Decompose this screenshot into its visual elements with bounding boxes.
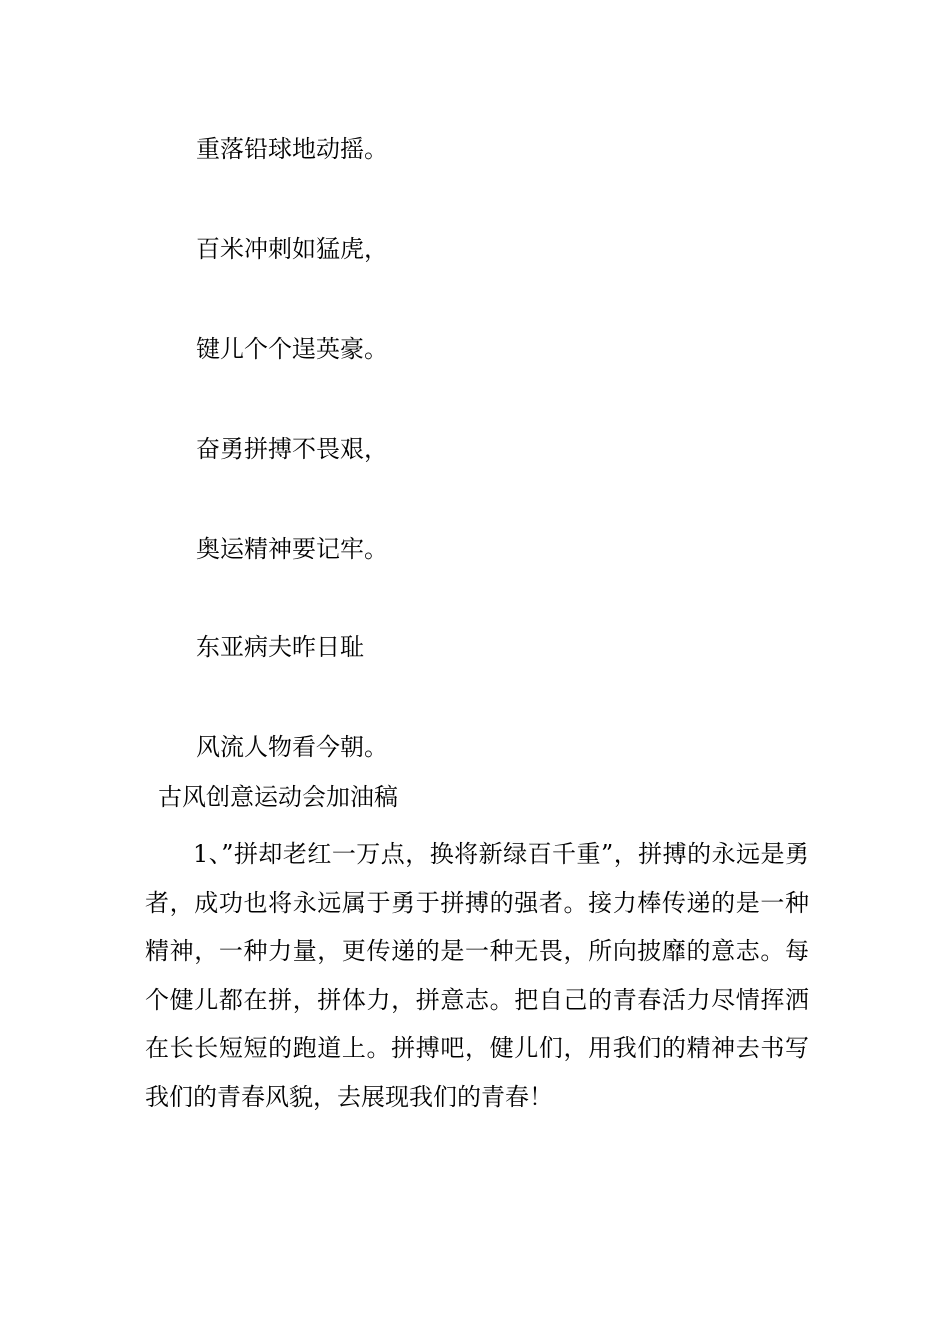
poem-line: 重落铅球地动摇。 (196, 135, 388, 163)
poem-line: 奥运精神要记牢。 (196, 535, 388, 563)
poem-line: 百米冲刺如猛虎， (196, 235, 388, 263)
poem-line: 风流人物看今朝。 (196, 733, 388, 761)
section-title: 古风创意运动会加油稿 (158, 783, 398, 811)
poem-line: 奋勇拼搏不畏艰， (196, 435, 388, 463)
poem-line: 键儿个个逞英豪。 (196, 335, 388, 363)
poem-line: 东亚病夫昨日耻 (196, 633, 364, 661)
body-paragraph: 1、”拼却老红一万点，换将新绿百千重”，拼搏的永远是勇者，成功也将永远属于勇于拼搏的强者。接力棒传递的是一种精神，一种力量，更传递的是一种无畏，所向披靡的意志。每个健儿都在拼，拼体力，拼意志。把自己的青春活力尽情挥洒在长长短短的跑道上。拼搏吧，健儿们，用我们的精神去书写我们的青春风貌，去展现我们的青春！ (145, 840, 809, 1111)
